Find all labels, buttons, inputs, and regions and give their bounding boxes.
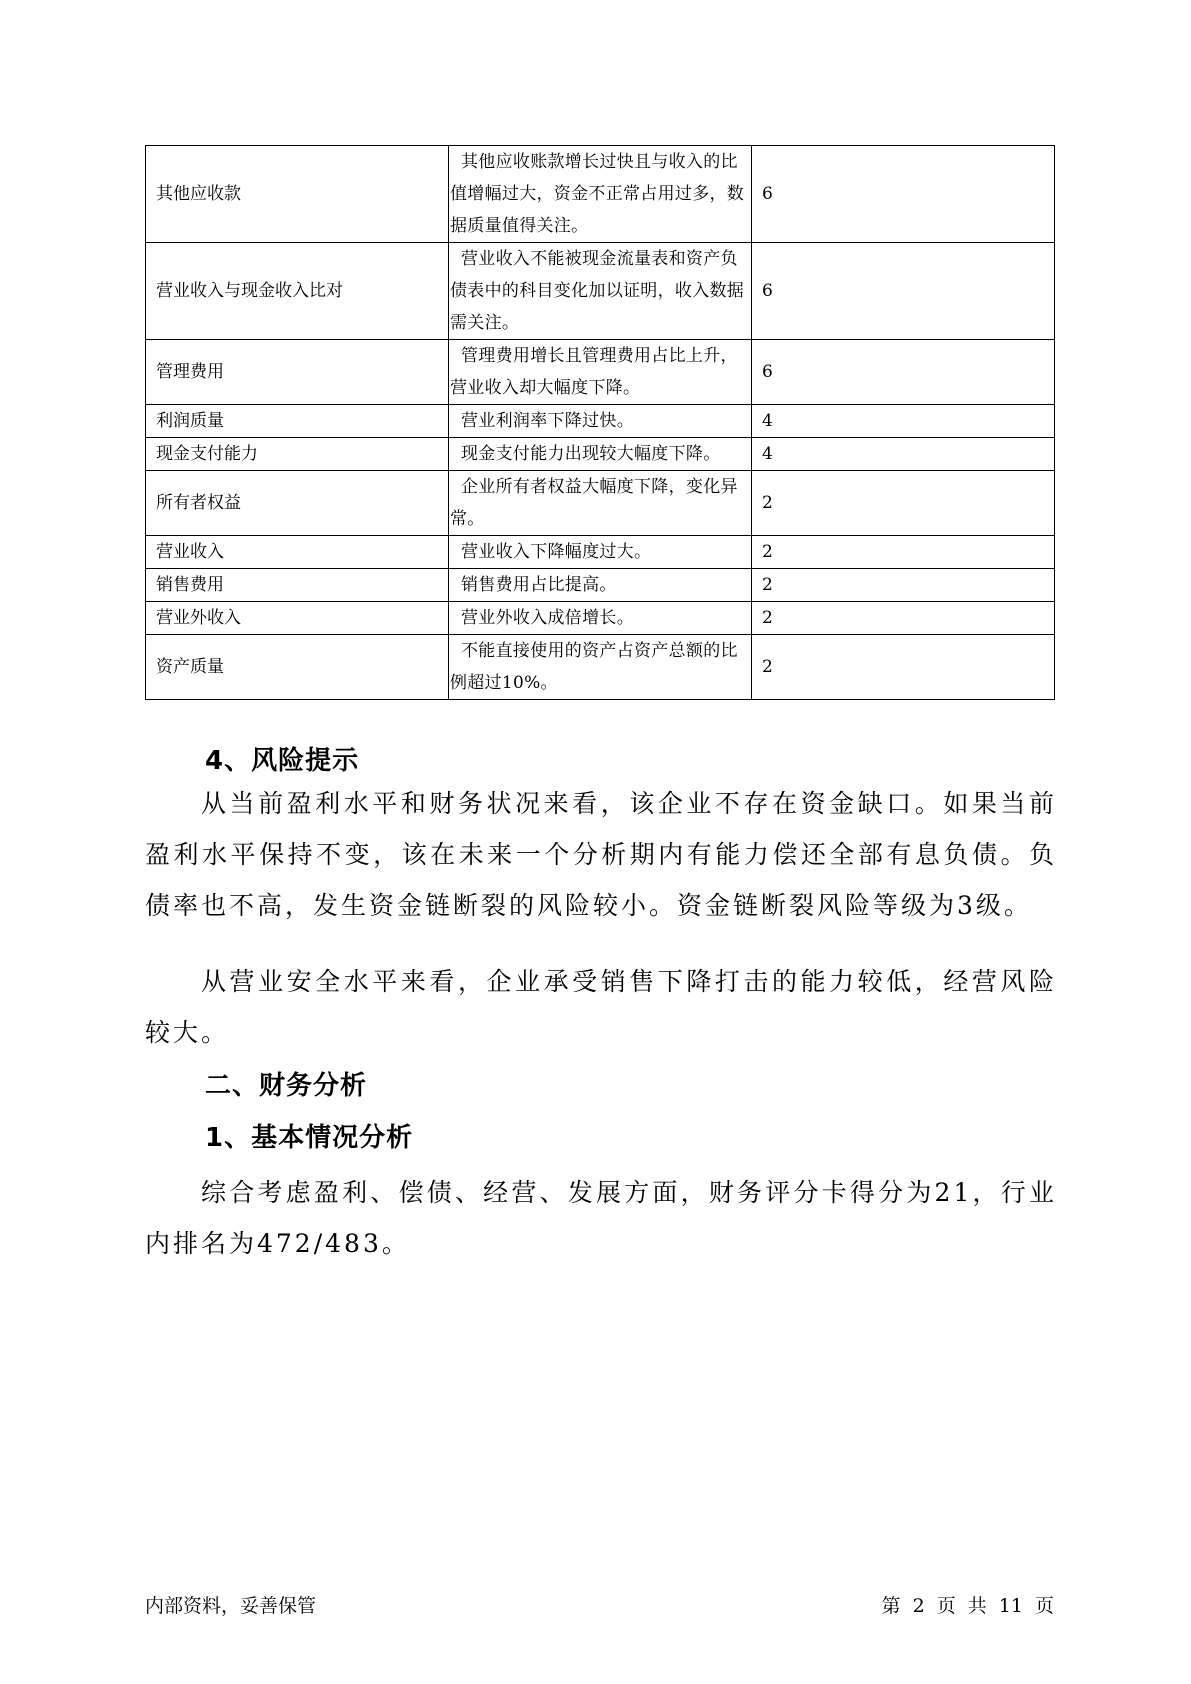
risk-score: 2 (752, 471, 1055, 536)
risk-description: 营业收入下降幅度过大。 (449, 536, 752, 569)
financial-analysis-heading: 二、财务分析 (205, 1071, 368, 1101)
risk-score: 2 (752, 635, 1055, 700)
risk-description: 管理费用增长且管理费用占比上升，营业收入却大幅度下降。 (449, 340, 752, 405)
table-row (146, 569, 1055, 602)
table-row (146, 243, 1055, 340)
risk-item: 所有者权益 (146, 471, 449, 536)
risk-item: 资产质量 (146, 635, 449, 700)
risk-score: 4 (752, 438, 1055, 471)
risk-item: 营业收入 (146, 536, 449, 569)
risk-score: 6 (752, 146, 1055, 243)
risk-description: 不能直接使用的资产占资产总额的比例超过10%。 (449, 635, 752, 700)
table-row (146, 438, 1055, 471)
table-row (146, 340, 1055, 405)
table-row (146, 471, 1055, 536)
risk-score: 2 (752, 602, 1055, 635)
risk-item: 利润质量 (146, 405, 449, 438)
table-row (146, 602, 1055, 635)
table-row (146, 405, 1055, 438)
risk-description: 现金支付能力出现较大幅度下降。 (449, 438, 752, 471)
risk-description: 营业收入不能被现金流量表和资产负债表中的科目变化加以证明，收入数据需关注。 (449, 243, 752, 340)
risk-score: 6 (752, 340, 1055, 405)
risk-item: 其他应收款 (146, 146, 449, 243)
risk-paragraph-2: 从营业安全水平来看，企业承受销售下降打击的能力较低，经营风险较大。 (145, 967, 1057, 1047)
footer-confidential-note: 内部资料，妥善保管 (145, 1595, 317, 1617)
risk-warning-heading: 4、风险提示 (205, 746, 360, 776)
risk-description: 企业所有者权益大幅度下降，变化异常。 (449, 471, 752, 536)
table-row (146, 146, 1055, 243)
basic-analysis-paragraph: 综合考虑盈利、偿债、经营、发展方面，财务评分卡得分为21，行业内排名为472/483。 (145, 1178, 1057, 1258)
risk-item: 营业收入与现金收入比对 (146, 243, 449, 340)
risk-description: 其他应收账款增长过快且与收入的比值增幅过大，资金不正常占用过多，数据质量值得关注。 (449, 146, 752, 243)
risk-score: 6 (752, 243, 1055, 340)
risk-item: 管理费用 (146, 340, 449, 405)
risk-score: 2 (752, 569, 1055, 602)
footer-page-number: 第 2 页 共 11 页 (881, 1595, 1054, 1617)
table-row (146, 635, 1055, 700)
risk-item: 现金支付能力 (146, 438, 449, 471)
risk-item: 销售费用 (146, 569, 449, 602)
risk-paragraph-1: 从当前盈利水平和财务状况来看，该企业不存在资金缺口。如果当前盈利水平保持不变，该在未来一个分析期内有能力偿还全部有息负债。负债率也不高，发生资金链断裂的风险较小。资金链断裂风险等级为3级。 (145, 789, 1057, 920)
risk-item: 营业外收入 (146, 602, 449, 635)
risk-description: 营业外收入成倍增长。 (449, 602, 752, 635)
risk-score: 2 (752, 536, 1055, 569)
risk-description: 营业利润率下降过快。 (449, 405, 752, 438)
risk-score: 4 (752, 405, 1055, 438)
risk-description: 销售费用占比提高。 (449, 569, 752, 602)
basic-analysis-heading: 1、基本情况分析 (205, 1123, 414, 1153)
table-row (146, 536, 1055, 569)
risk-factor-table (145, 145, 1055, 700)
